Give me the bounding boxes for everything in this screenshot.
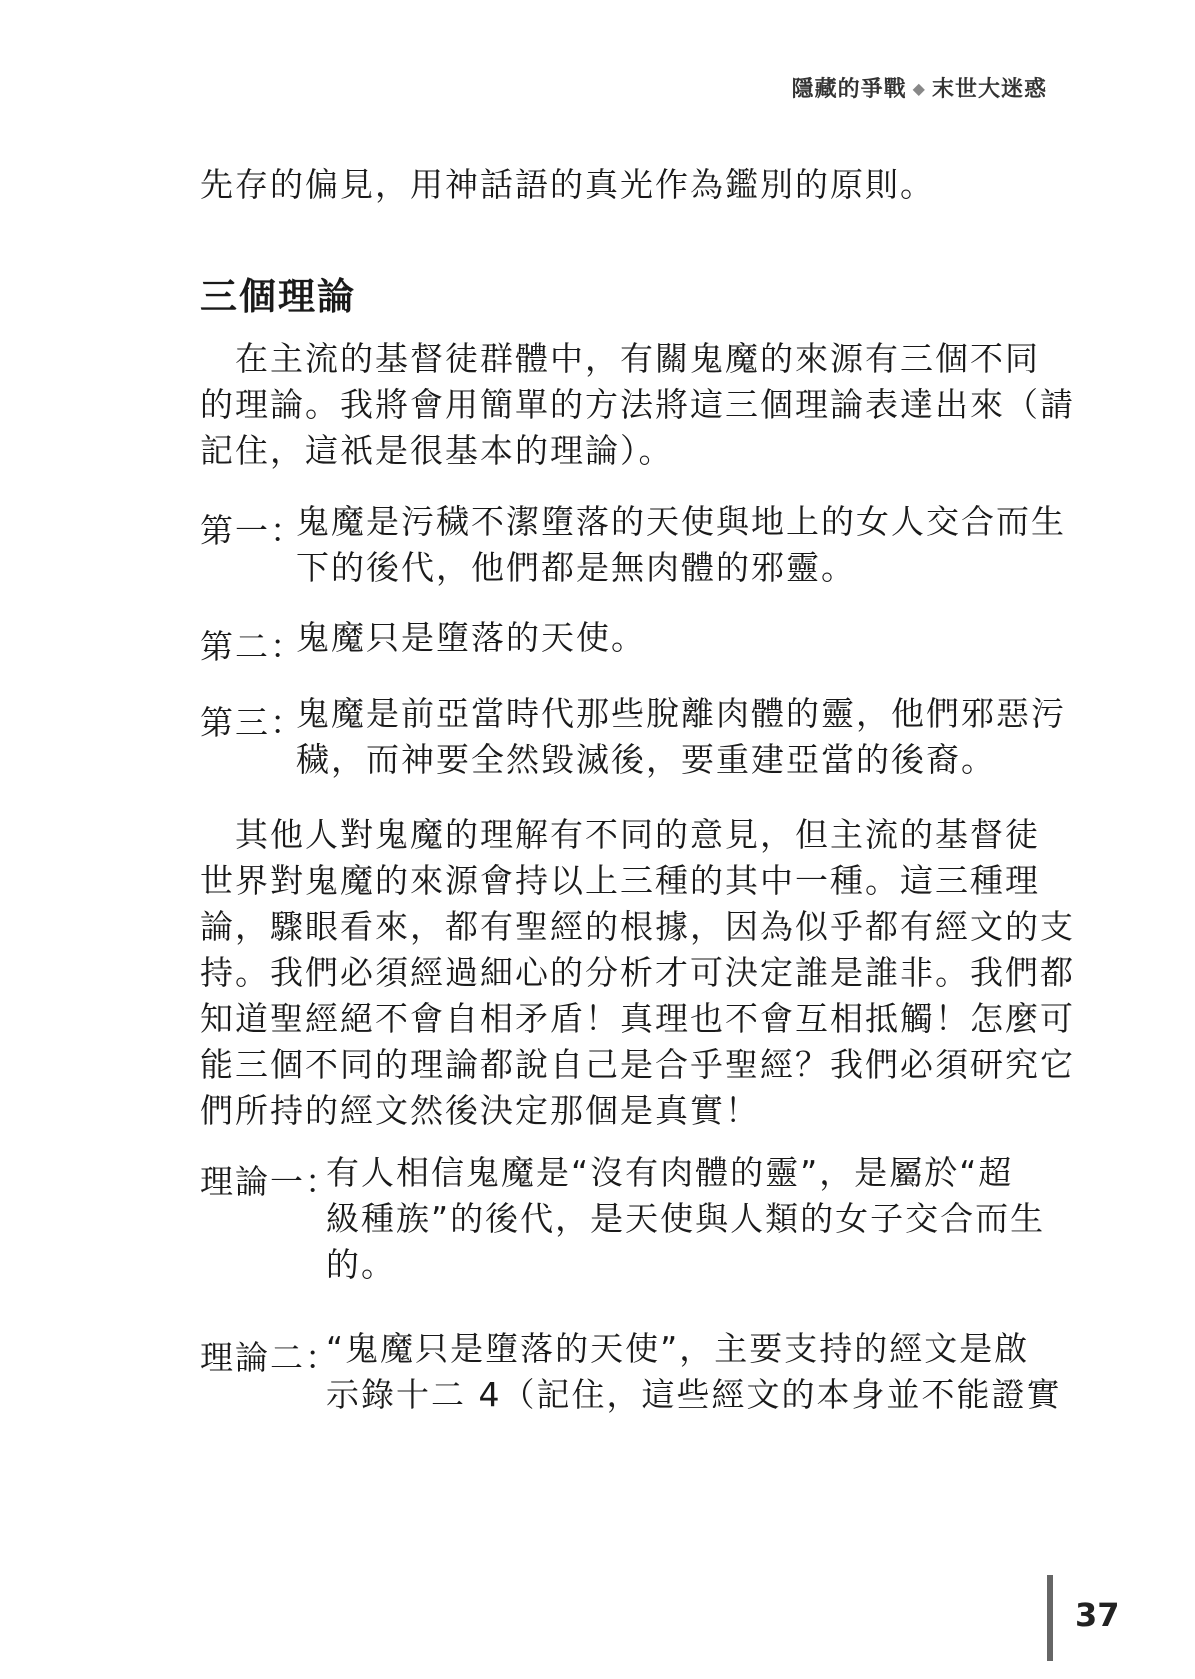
theory-label: 理論二： (200, 1338, 340, 1377)
theory-text-line: 鬼魔是前亞當時代那些脫離肉體的靈，他們邪惡污 (296, 694, 1066, 733)
paragraph-line: 記住，這祇是很基本的理論）。 (200, 431, 674, 470)
theory-text-line: 的。 (326, 1245, 396, 1284)
page-number: 37 (1075, 1596, 1120, 1634)
theory-label: 第三： (200, 703, 305, 742)
theory-text-line: 穢，而神要全然毀滅後，要重建亞當的後裔。 (296, 740, 996, 779)
diamond-separator-icon: ◆ (912, 79, 926, 98)
theory-label: 第二： (200, 627, 305, 666)
paragraph-line: 在主流的基督徒群體中，有關鬼魔的來源有三個不同 (200, 339, 1040, 378)
continuation-text: 先存的偏見，用神話語的真光作為鑑別的原則。 (200, 165, 935, 204)
paragraph-line: 知道聖經絕不會自相矛盾！真理也不會互相抵觸！怎麼可 (200, 999, 1075, 1038)
running-header (792, 72, 1047, 103)
theory-text-line: 有人相信鬼魔是“沒有肉體的靈”，是屬於“超 (326, 1153, 1014, 1192)
theory-text-line: 示錄十二 4（記住，這些經文的本身並不能證實 (326, 1375, 1062, 1414)
paragraph-line: 論，驟眼看來，都有聖經的根據，因為似乎都有經文的支 (200, 907, 1075, 946)
section-title: 三個理論 (200, 275, 356, 318)
theory-text-line: “鬼魔只是墮落的天使”，主要支持的經文是啟 (326, 1329, 1030, 1368)
theory-text-line: 鬼魔只是墮落的天使。 (296, 618, 646, 657)
theory-text-line: 級種族”的後代，是天使與人類的女子交合而生 (326, 1199, 1046, 1238)
book-subtitle: 末世大迷惑 (931, 77, 1047, 102)
theory-text-line: 下的後代，他們都是無肉體的邪靈。 (296, 548, 856, 587)
theory-label: 第一： (200, 511, 305, 550)
paragraph-line: 的理論。我將會用簡單的方法將這三個理論表達出來（請 (200, 385, 1075, 424)
paragraph-line: 們所持的經文然後決定那個是真實！ (200, 1091, 760, 1130)
page-number-bar (1047, 1575, 1053, 1661)
paragraph-line: 其他人對鬼魔的理解有不同的意見，但主流的基督徒 (200, 815, 1040, 854)
paragraph-line: 持。我們必須經過細心的分析才可決定誰是誰非。我們都 (200, 953, 1075, 992)
book-title: 隱藏的爭戰 (791, 77, 907, 102)
theory-text-line: 鬼魔是污穢不潔墮落的天使與地上的女人交合而生 (296, 502, 1066, 541)
paragraph-line: 能三個不同的理論都說自己是合乎聖經？我們必須研究它 (200, 1045, 1075, 1084)
theory-label: 理論一： (200, 1162, 340, 1201)
paragraph-line: 世界對鬼魔的來源會持以上三種的其中一種。這三種理 (200, 861, 1040, 900)
